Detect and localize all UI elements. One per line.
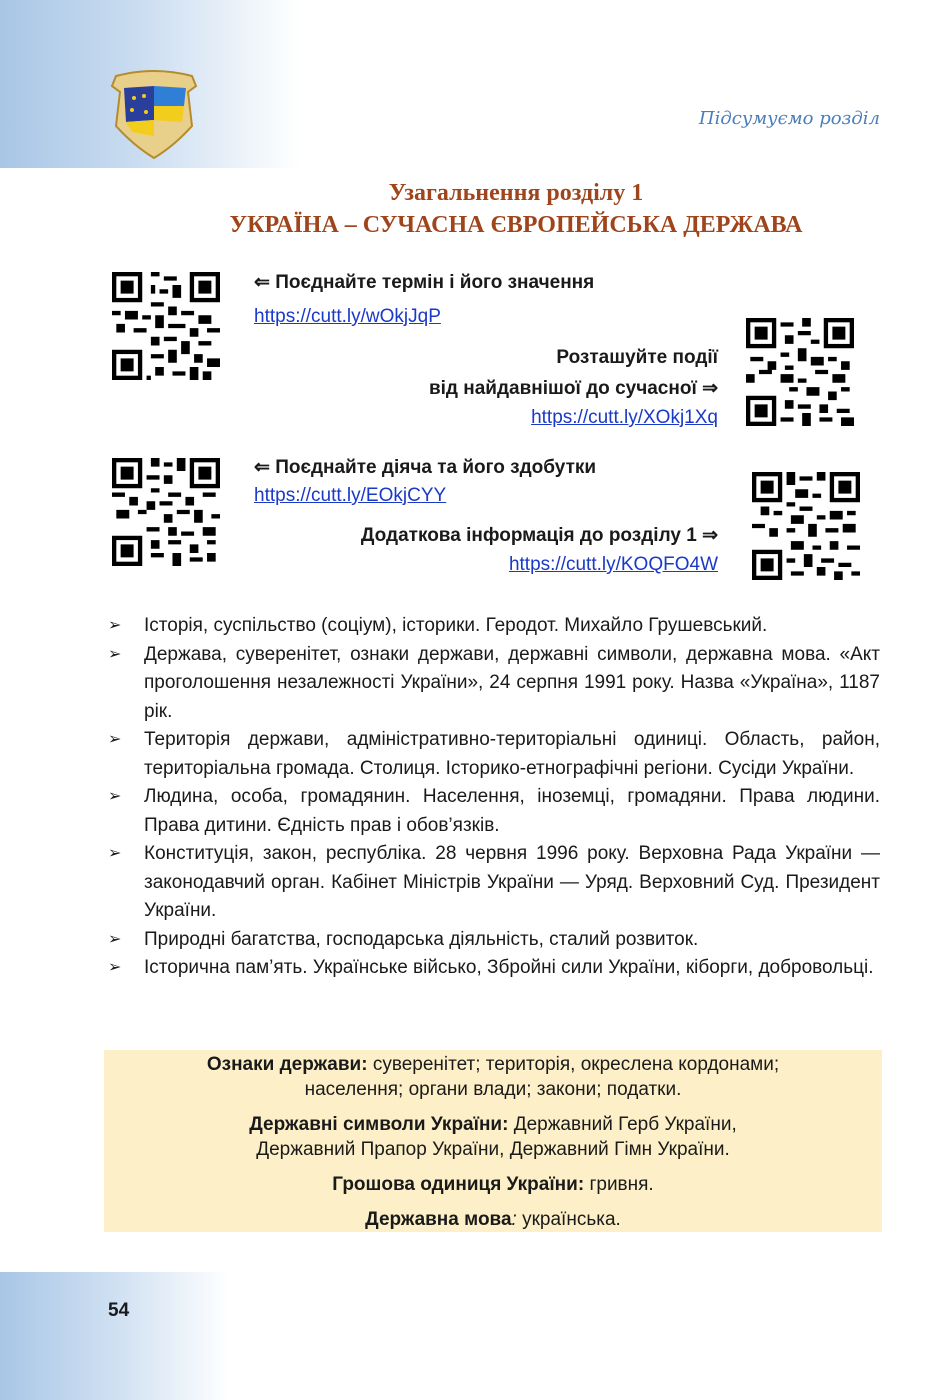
list-item: ➢ Територія держави, адміністративно-територіальні одиниці. Область, район, територіальна громада. Столиця. Історико-етнографічні регіони. Сусіди України. xyxy=(104,726,880,783)
list-item: ➢ Історія, суспільство (соціум), історики. Геродот. Михайло Грушевський. xyxy=(104,612,880,641)
arrowhead-bullet-icon: ➢ xyxy=(108,788,122,805)
language-term: Державна мова xyxy=(365,1209,512,1230)
summary-bullet-list xyxy=(104,612,880,983)
section-title-line1: Узагальнення розділу 1 xyxy=(388,180,644,206)
arrowhead-bullet-icon: ➢ xyxy=(108,645,122,663)
arrowhead-bullet-icon: ➢ xyxy=(108,731,122,748)
list-item: ➢ Природні багатства, господарська діяльність, сталий розвиток. xyxy=(104,926,880,955)
list-item: ➢ Конституція, закон, республіка. 28 червня 1996 року. Верховна Рада України — законодавчий орган. Кабінет Міністрів України — Уряд. Верховний Суд. Президент України. xyxy=(104,840,880,926)
language-paragraph: Державна мова: українська. xyxy=(365,1209,621,1230)
qr-code-order-events[interactable] xyxy=(746,318,854,426)
list-item: ➢ Держава, суверенітет, ознаки держави, державні символи, державна мова. «Акт проголошення незалежності України», 24 серпня 1991 року. Назва «Україна», 1187 рік. xyxy=(104,641,880,727)
task-match-terms-label: ⇐ Поєднайте термін і його значення xyxy=(254,272,595,293)
task-order-events-link[interactable]: https://cutt.ly/XOkj1Xq xyxy=(531,407,718,428)
running-head: Підсумуємо розділ xyxy=(698,108,880,129)
qr-code-extra-info[interactable] xyxy=(752,472,860,580)
qr-code-icon xyxy=(746,318,854,426)
currency-paragraph: Грошова одиниця України: гривня. xyxy=(332,1174,654,1195)
arrowhead-bullet-icon: ➢ xyxy=(108,617,122,634)
task-extra-info-label: Додаткова інформація до розділу 1 ⇒ xyxy=(360,525,718,546)
task-extra-info-link[interactable]: https://cutt.ly/KOQFO4W xyxy=(508,554,718,575)
qr-code-icon xyxy=(112,272,220,380)
task-match-terms-link[interactable]: https://cutt.ly/wOkjJqP xyxy=(254,306,441,327)
list-item: ➢ Людина, особа, громадянин. Населення, іноземці, громадяни. Права людини. Права дитини. Єдність прав і обов’язків. xyxy=(104,783,880,840)
qr-code-icon xyxy=(112,458,220,566)
currency-term: Грошова одиниця України: xyxy=(332,1174,585,1195)
key-facts-box xyxy=(104,1050,882,1232)
qr-code-match-terms[interactable] xyxy=(112,272,220,380)
page-number: 54 xyxy=(108,1300,130,1321)
task-match-figures-label: ⇐ Поєднайте діяча та його здобутки xyxy=(254,457,597,478)
arrowhead-bullet-icon: ➢ xyxy=(108,845,122,862)
section-emblem-logo xyxy=(104,66,204,160)
list-item: ➢ Історична пам’ять. Українське військо, Збройні сили України, кіборги, добровольці. xyxy=(104,954,880,983)
qr-code-icon xyxy=(752,472,860,580)
state-signs-paragraph: Ознаки держави: суверенітет; територія, окреслена кордонами; населення; органи влади; закони; податки. xyxy=(206,1054,780,1100)
section-title-line2: УКРАЇНА – СУЧАСНА ЄВРОПЕЙСЬКА ДЕРЖАВА xyxy=(229,212,803,238)
bottom-gradient-band xyxy=(0,1272,230,1400)
task-order-events-label-line2: від найдавнішої до сучасної ⇒ xyxy=(428,378,718,399)
state-symbols-paragraph: Державні символи України: Державний Герб України, Державний Прапор України, Державний Гімн України. xyxy=(249,1114,737,1160)
task-match-figures-link[interactable]: https://cutt.ly/EOkjCYY xyxy=(254,485,447,506)
qr-code-match-figures[interactable] xyxy=(112,458,220,566)
state-symbols-term: Державні символи України: xyxy=(249,1114,509,1135)
arrowhead-bullet-icon: ➢ xyxy=(108,959,122,976)
arrowhead-bullet-icon: ➢ xyxy=(108,930,122,948)
task-order-events-label-line1: Розташуйте події xyxy=(556,347,718,368)
state-signs-term: Ознаки держави: xyxy=(206,1054,368,1075)
